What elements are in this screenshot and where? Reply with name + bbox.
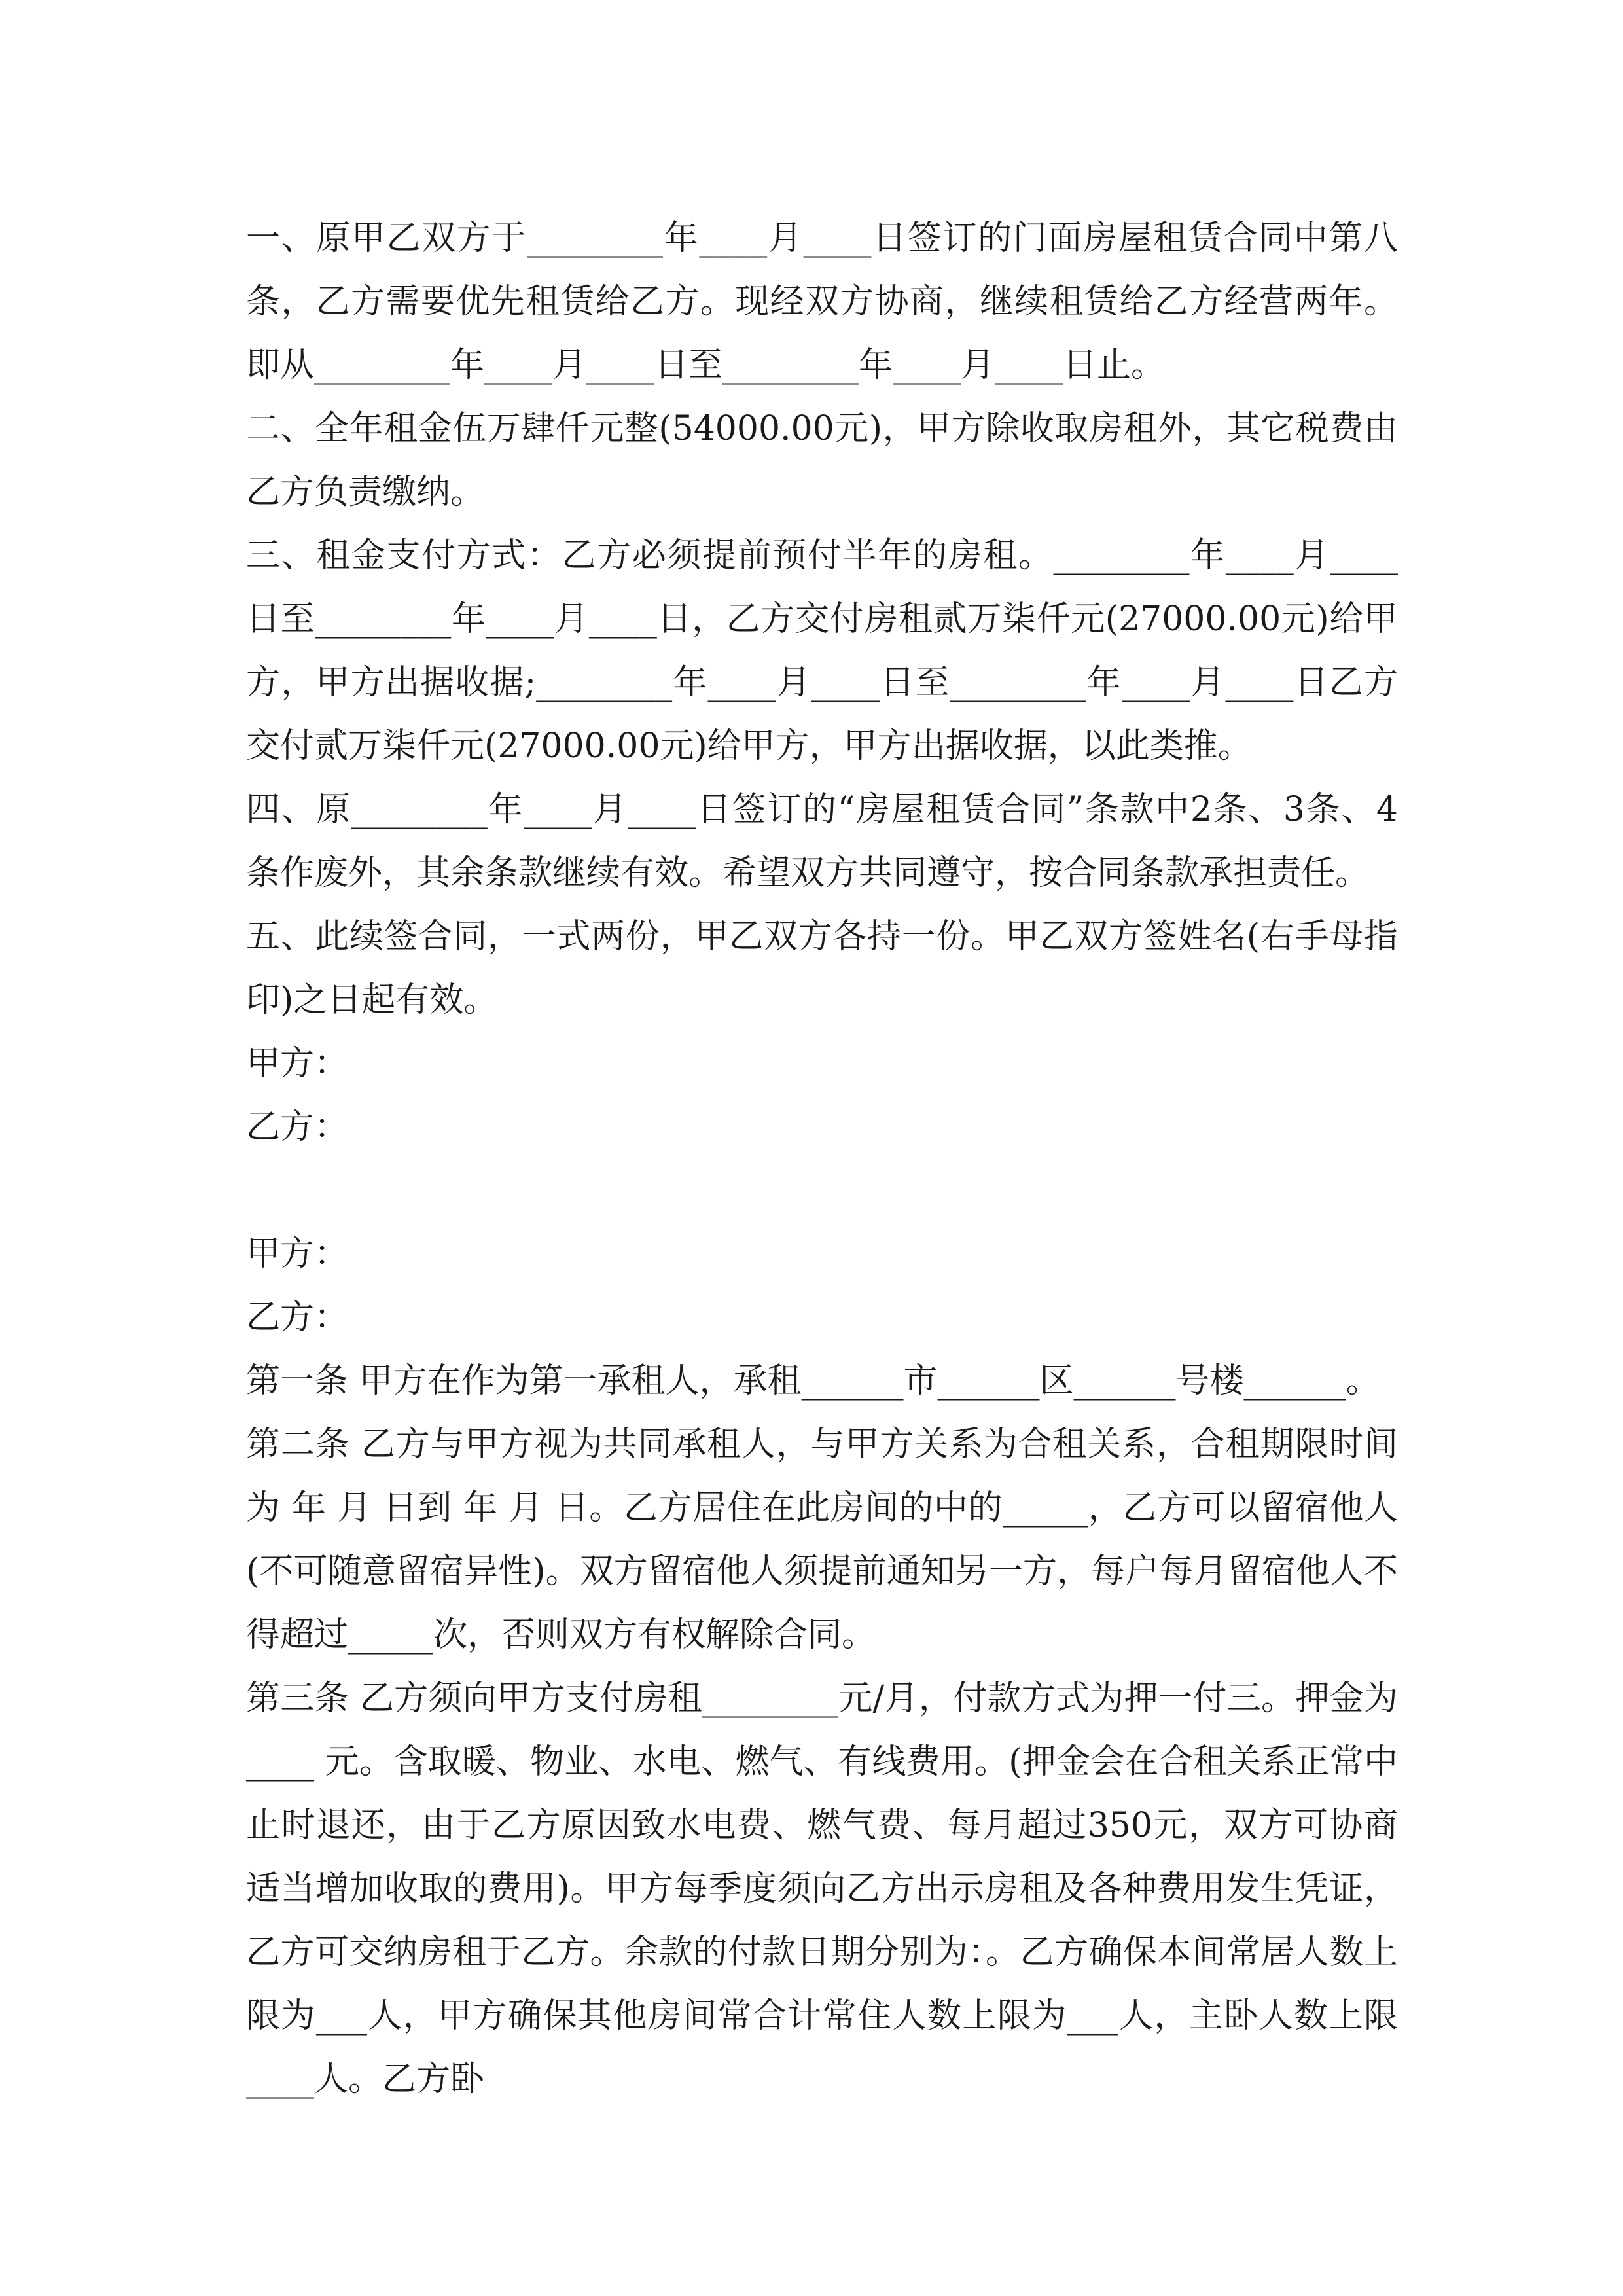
article-2-paragraph: 第二条 乙方与甲方视为共同承租人，与甲方关系为合租关系，合租期限时间为 年 月 日到 年 月 日。乙方居住在此房间的中的_____，乙方可以留宿他人(不可随意留宿异性)。双方留宿他人须提前通知另一方，每户每月留宿他人不得超过_____次，否则双方有权解除合同。: [246, 1425, 1398, 1655]
party-b-signature-line: 乙方：: [246, 1107, 349, 1147]
party-a-signature-line: 甲方：: [246, 1044, 349, 1083]
party-a-line: 甲方：: [246, 1234, 349, 1274]
party-b-line: 乙方：: [246, 1298, 349, 1337]
clause-3-paragraph: 三、租金支付方式：乙方必须提前预付半年的房租。________年____月____日至________年____月____日，乙方交付房租贰万柒仟元(27000.00元)给甲方，甲方出据收据;________年____月____日至________年____月____日乙方交付贰万柒仟元(27000.00元)给甲方，甲方出据收据，以此类推。: [246, 536, 1398, 766]
clause-1-paragraph: 一、原甲乙双方于________年____月____日签订的门面房屋租赁合同中第八条，乙方需要优先租赁给乙方。现经双方协商，继续租赁给乙方经营两年。即从________年____月____日至________年____月____日止。: [246, 219, 1398, 385]
clause-2-paragraph: 二、全年租金伍万肆仟元整(54000.00元)，甲方除收取房租外，其它税费由乙方负责缴纳。: [246, 409, 1398, 512]
article-1-paragraph: 第一条 甲方在作为第一承租人，承租______市______区______号楼______。: [246, 1361, 1380, 1401]
section-spacer: [246, 1159, 1398, 1223]
clause-5-paragraph: 五、此续签合同，一式两份，甲乙双方各持一份。甲乙双方签姓名(右手母指印)之日起有效。: [246, 917, 1398, 1020]
article-3-paragraph: 第三条 乙方须向甲方支付房租________元/月，付款方式为押一付三。押金为____ 元。含取暖、物业、水电、燃气、有线费用。(押金会在合租关系正常中止时退还，由于乙方原因致水电费、燃气费、每月超过350元，双方可协商适当增加收取的费用)。甲方每季度须向乙方出示房租及各种费用发生凭证，乙方可交纳房租于乙方。余款的付款日期分别为：。乙方确保本间常居人数上限为___人，甲方确保其他房间常合计常住人数上限为___人，主卧人数上限____人。乙方卧: [246, 1679, 1398, 2099]
clause-4-paragraph: 四、原________年____月____日签订的“房屋租赁合同”条款中2条、3条、4条作废外，其余条款继续有效。希望双方共同遵守，按合同条款承担责任。: [246, 790, 1398, 893]
document-body: [246, 207, 1398, 2111]
